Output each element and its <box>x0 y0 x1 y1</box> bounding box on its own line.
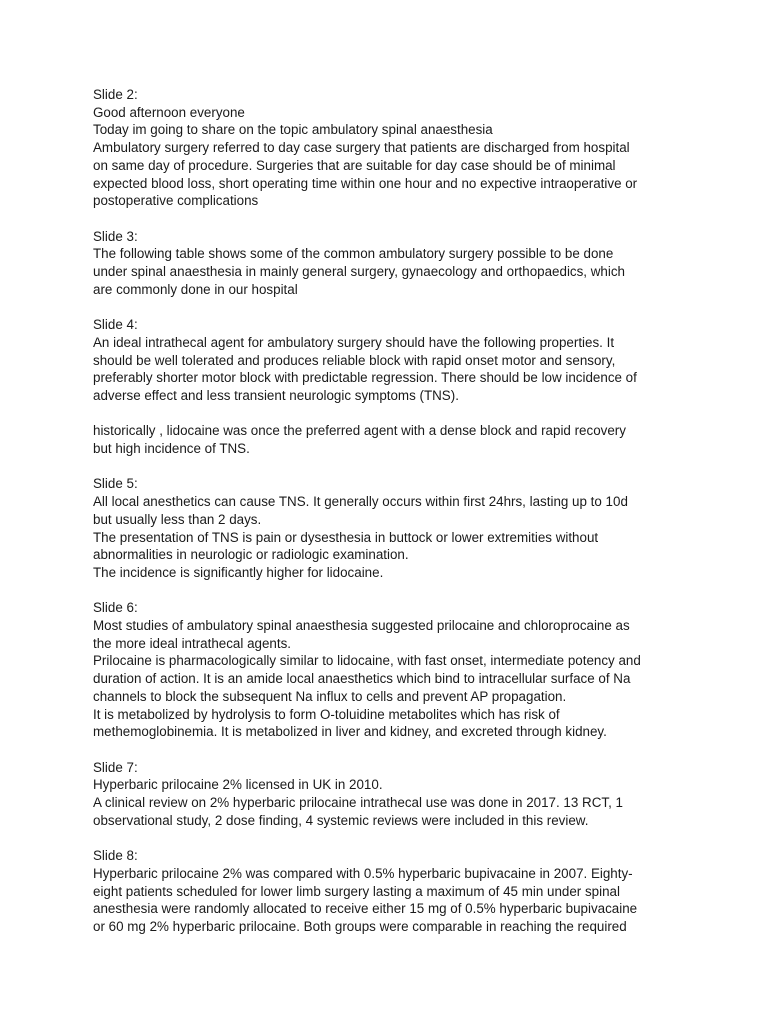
text-line: under spinal anaesthesia in mainly general surgery, gynaecology and orthopaedics, which <box>93 264 625 280</box>
slide-heading: Slide 8: <box>93 848 138 864</box>
text-line: eight patients scheduled for lower limb surgery lasting a maximum of 45 min under spinal <box>93 883 620 899</box>
text-line: A clinical review on 2% hyperbaric prilocaine intrathecal use was done in 2017. 13 RCT, 1 <box>93 795 623 811</box>
slide-heading: Slide 4: <box>93 317 138 333</box>
text-paragraph <box>93 228 683 299</box>
text-paragraph <box>93 86 683 210</box>
text-line: Prilocaine is pharmacologically similar to lidocaine, with fast onset, intermediate potency and <box>93 653 641 669</box>
text-line: The following table shows some of the common ambulatory surgery possible to be done <box>93 246 614 262</box>
text-line: methemoglobinemia. It is metabolized in liver and kidney, and excreted through kidney. <box>93 724 607 740</box>
slide-heading: Slide 6: <box>93 600 138 616</box>
slide-heading: Slide 7: <box>93 759 138 775</box>
text-line: observational study, 2 dose finding, 4 systemic reviews were included in this review. <box>93 812 589 828</box>
text-paragraph <box>93 599 683 741</box>
text-line: abnormalities in neurologic or radiologic examination. <box>93 547 409 563</box>
text-line: channels to block the subsequent Na influx to cells and prevent AP propagation. <box>93 688 567 704</box>
text-line: anesthesia were randomly allocated to receive either 15 mg of 0.5% hyperbaric bupivacaine <box>93 901 638 917</box>
text-line: or 60 mg 2% hyperbaric prilocaine. Both groups were comparable in reaching the required <box>93 918 627 934</box>
text-line: Today im going to share on the topic ambulatory spinal anaesthesia <box>93 122 493 138</box>
text-line: but usually less than 2 days. <box>93 511 262 527</box>
text-line: adverse effect and less transient neurologic symptoms (TNS). <box>93 387 459 403</box>
slide-heading: Slide 5: <box>93 476 138 492</box>
text-line: on same day of procedure. Surgeries that are suitable for day case should be of minimal <box>93 157 616 173</box>
text-line: but high incidence of TNS. <box>93 441 250 457</box>
text-line: postoperative complications <box>93 193 259 209</box>
text-line: the more ideal intrathecal agents. <box>93 635 292 651</box>
text-line: Ambulatory surgery referred to day case surgery that patients are discharged from hospital <box>93 140 630 156</box>
text-line: Hyperbaric prilocaine 2% licensed in UK in 2010. <box>93 777 383 793</box>
text-paragraph <box>93 316 683 405</box>
slide-heading: Slide 3: <box>93 228 138 244</box>
text-line: Hyperbaric prilocaine 2% was compared with 0.5% hyperbaric bupivacaine in 2007. Eighty- <box>93 865 633 881</box>
text-line: Most studies of ambulatory spinal anaesthesia suggested prilocaine and chloroprocaine as <box>93 618 630 634</box>
text-line: An ideal intrathecal agent for ambulatory surgery should have the following properties. It <box>93 334 615 350</box>
text-line: are commonly done in our hospital <box>93 281 298 297</box>
text-line: Good afternoon everyone <box>93 104 245 120</box>
text-line: The incidence is significantly higher for lidocaine. <box>93 564 384 580</box>
text-line: expected blood loss, short operating time within one hour and no expective intraoperative or <box>93 175 638 191</box>
text-paragraph <box>93 847 683 936</box>
text-paragraph <box>93 759 683 830</box>
text-line: All local anesthetics can cause TNS. It generally occurs within first 24hrs, lasting up to 10d <box>93 494 628 510</box>
text-line: historically , lidocaine was once the preferred agent with a dense block and rapid recovery <box>93 423 626 439</box>
text-line: The presentation of TNS is pain or dysesthesia in buttock or lower extremities without <box>93 529 599 545</box>
text-paragraph <box>93 422 683 457</box>
text-line: preferably shorter motor block with predictable regression. There should be low incidence of <box>93 370 637 386</box>
text-paragraph <box>93 475 683 581</box>
text-line: It is metabolized by hydrolysis to form O-toluidine metabolites which has risk of <box>93 706 560 722</box>
document-page <box>93 86 683 953</box>
text-line: duration of action. It is an amide local anaesthetics which bind to intracellular surface of Na <box>93 671 631 687</box>
text-line: should be well tolerated and produces reliable block with rapid onset motor and sensory, <box>93 352 616 368</box>
slide-heading: Slide 2: <box>93 87 138 102</box>
